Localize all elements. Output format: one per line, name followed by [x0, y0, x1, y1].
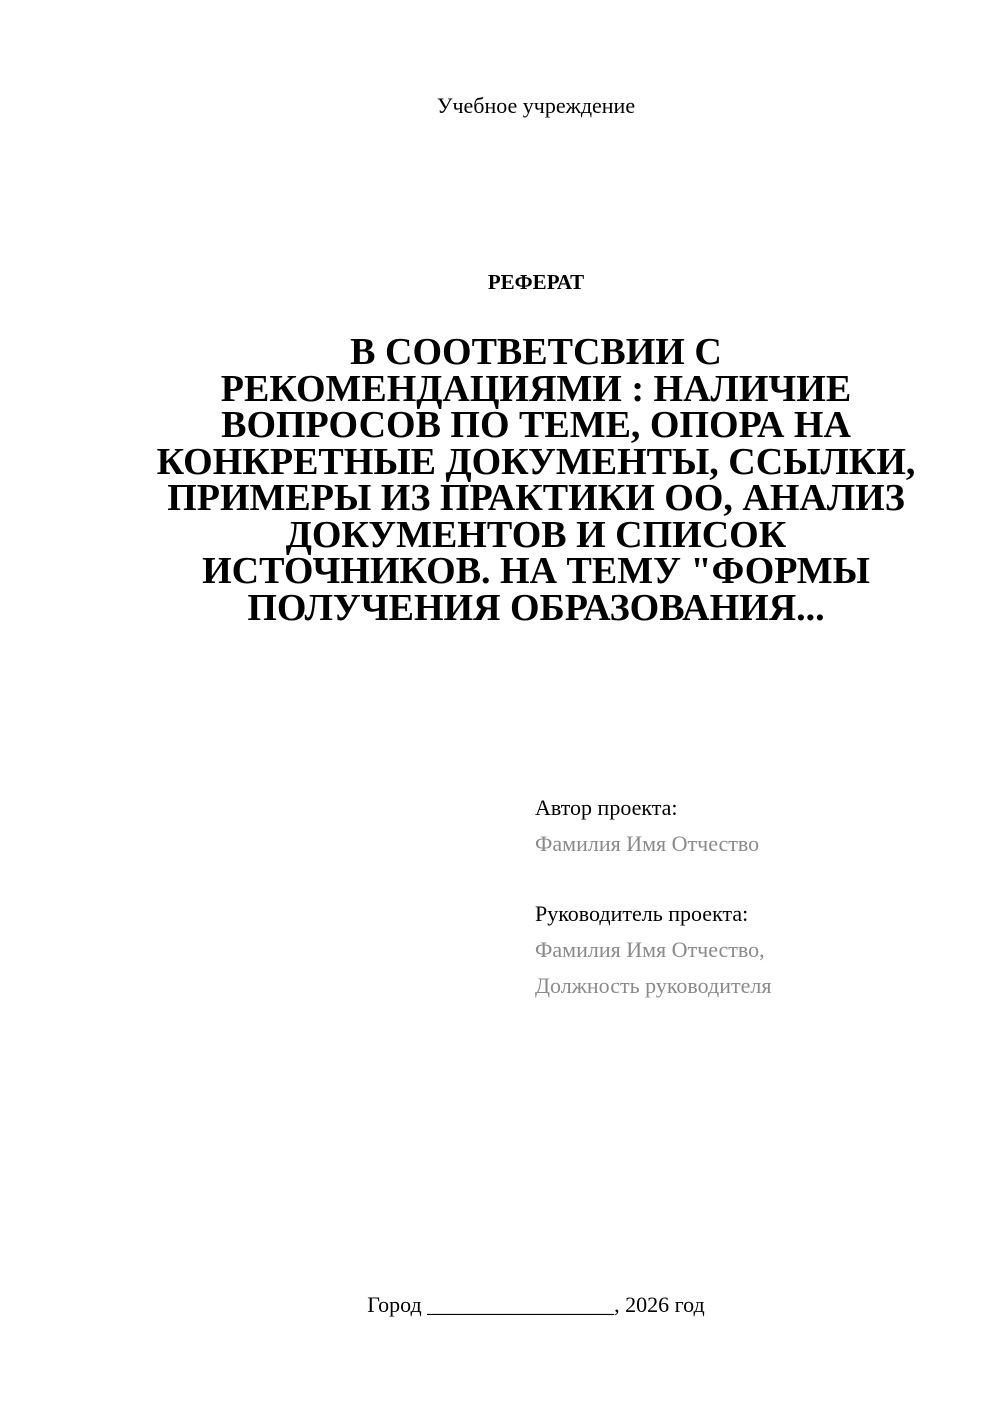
topic-line: РЕКОМЕНДАЦИЯМИ : НАЛИЧИЕ	[220, 367, 852, 410]
author-name: Фамилия Имя Отчество	[535, 831, 760, 856]
author-label: Автор проекта:	[535, 795, 678, 820]
topic-line: ИСТОЧНИКОВ. НА ТЕМУ "ФОРМЫ	[202, 550, 870, 592]
topic-line: КОНКРЕТНЫЕ ДОКУМЕНТЫ, ССЫЛКИ,	[156, 440, 916, 483]
topic-line: В СООТВЕТСВИИ С	[350, 331, 722, 373]
topic-line: ДОКУМЕНТОВ И СПИСОК	[285, 513, 787, 556]
credits-block	[535, 790, 975, 1004]
topic-title	[100, 331, 972, 629]
topic-line: ПОЛУЧЕНИЯ ОБРАЗОВАНИЯ...	[247, 586, 825, 629]
institution-name: Учебное учреждение	[436, 93, 636, 118]
topic-line: ПРИМЕРЫ ИЗ ПРАКТИКИ ОО, АНАЛИЗ	[167, 477, 905, 519]
supervisor-name: Фамилия Имя Отчество,	[535, 937, 765, 962]
supervisor-position: Должность руководителя	[535, 973, 772, 998]
supervisor-label: Руководитель проекта:	[535, 901, 749, 926]
city-year-line: Город _________________, 2026 год	[367, 1292, 705, 1317]
document-type: РЕФЕРАТ	[487, 270, 585, 294]
topic-line: ВОПРОСОВ ПО ТЕМЕ, ОПОРА НА	[221, 404, 851, 446]
credits-spacer	[535, 862, 975, 896]
